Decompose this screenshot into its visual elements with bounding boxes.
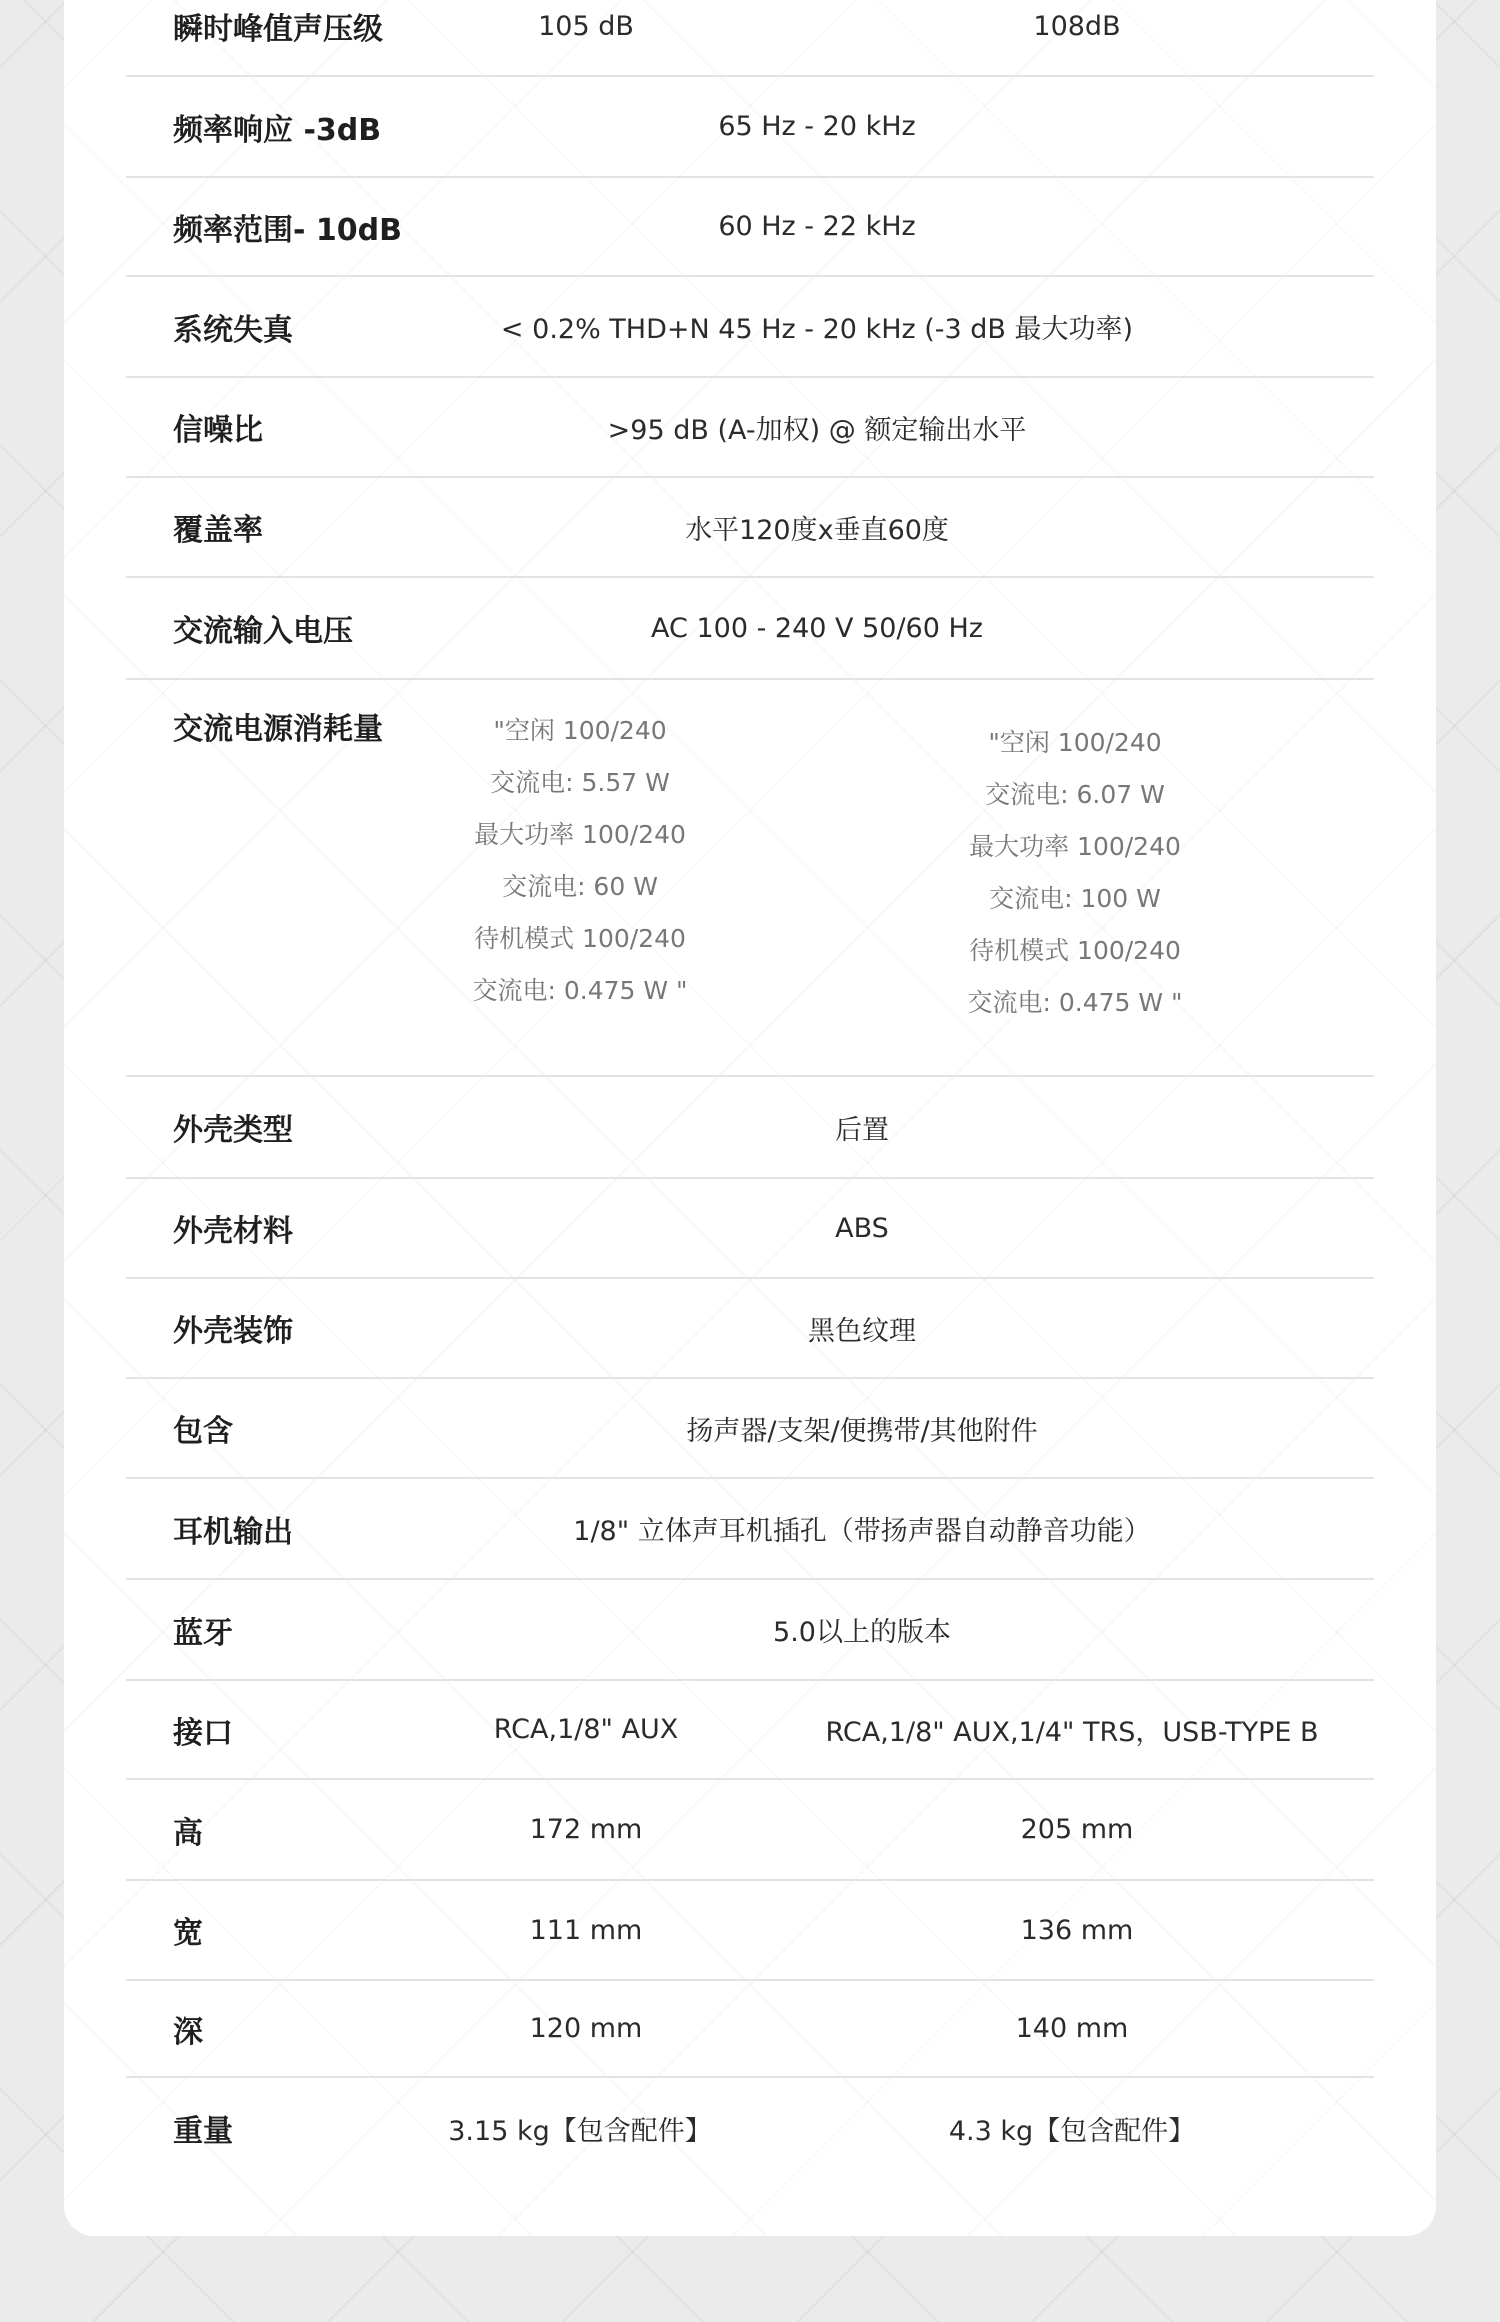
spec-row-coverage: [126, 478, 1374, 578]
spec-label: 信噪比: [173, 413, 263, 448]
spec-row-enclosure-finish: [126, 1279, 1374, 1379]
spec-value-shared: 65 Hz - 20 kHz: [718, 111, 916, 142]
spec-row-weight: [126, 2078, 1374, 2178]
spec-label: 外壳材料: [173, 1214, 293, 1249]
spec-label: 重量: [173, 2114, 233, 2149]
spec-row-frequency-response: [126, 77, 1374, 178]
power-line: 交流电: 6.07 W: [985, 780, 1165, 809]
spec-row-power-consumption: [126, 680, 1374, 1077]
spec-value-model-1: 111 mm: [529, 1914, 643, 1946]
spec-value-shared: AC 100 - 240 V 50/60 Hz: [651, 612, 983, 644]
spec-value-shared: 5.0以上的版本: [773, 1617, 951, 1648]
spec-value-shared: 扬声器/支架/便携带/其他附件: [686, 1415, 1038, 1447]
spec-label: 外壳装饰: [173, 1314, 293, 1349]
spec-label: 覆盖率: [173, 513, 263, 548]
spec-value-model-1: 105 dB: [538, 10, 634, 42]
spec-row-enclosure-type: [126, 1077, 1374, 1179]
spec-row-snr: [126, 378, 1374, 478]
spec-value-model-1: 3.15 kg【包含配件】: [448, 2115, 712, 2147]
spec-label: 交流输入电压: [173, 614, 353, 649]
spec-value-model-2: 136 mm: [1020, 1914, 1134, 1946]
spec-value-shared: 黑色纹理: [808, 1315, 916, 1347]
spec-row-ac-input-voltage: [126, 578, 1374, 680]
spec-value-model-1-block: [472, 705, 687, 1017]
spec-row-frequency-range: [126, 178, 1374, 277]
power-line: 最大功率 100/240: [969, 832, 1181, 861]
spec-value-model-1: 120 mm: [529, 2013, 643, 2044]
spec-value-shared: 1/8" 立体声耳机插孔（带扬声器自动静音功能）: [573, 1516, 1151, 1547]
spec-value-model-1: 172 mm: [529, 1814, 643, 1845]
power-line: "空闲 100/240: [493, 716, 667, 745]
power-line: "空闲 100/240: [988, 728, 1162, 757]
spec-label: 瞬时峰值声压级: [173, 12, 383, 47]
spec-label: 交流电源消耗量: [173, 712, 383, 747]
spec-row-distortion: [126, 277, 1374, 378]
spec-label: 外壳类型: [173, 1113, 293, 1148]
spec-row-headphone-output: [126, 1479, 1374, 1580]
spec-label: 耳机输出: [173, 1514, 293, 1550]
spec-label: 蓝牙: [173, 1615, 233, 1651]
spec-label: 包含: [173, 1414, 233, 1449]
spec-label: 高: [173, 1815, 203, 1851]
spec-row-enclosure-material: [126, 1179, 1374, 1279]
spec-row-bluetooth: [126, 1580, 1374, 1681]
power-line: 待机模式 100/240: [969, 936, 1181, 965]
spec-label: 宽: [173, 1916, 203, 1951]
spec-value-shared: ABS: [835, 1212, 889, 1244]
spec-value-shared: 水平120度x垂直60度: [685, 514, 949, 546]
spec-value-model-2: 4.3 kg【包含配件】: [948, 2115, 1196, 2147]
power-line: 交流电: 60 W: [502, 872, 658, 901]
spec-value-model-1: RCA,1/8" AUX: [493, 1714, 679, 1745]
spec-value-model-2: RCA,1/8" AUX,1/4" TRS，USB-TYPE B: [825, 1717, 1319, 1748]
power-line: 交流电: 0.475 W ": [967, 988, 1183, 1017]
spec-row-inputs: [126, 1681, 1374, 1780]
spec-value-model-2: 140 mm: [1015, 2013, 1129, 2044]
power-line: 最大功率 100/240: [474, 820, 686, 849]
spec-row-height: [126, 1780, 1374, 1881]
spec-row-width: [126, 1881, 1374, 1981]
power-line: 交流电: 5.57 W: [490, 768, 670, 797]
power-line: 待机模式 100/240: [474, 924, 686, 953]
spec-row-included: [126, 1379, 1374, 1479]
spec-label: 系统失真: [173, 312, 293, 348]
spec-value-model-2: 108dB: [1033, 10, 1121, 42]
spec-value-shared: 60 Hz - 22 kHz: [718, 211, 916, 242]
spec-value-model-2-block: [967, 717, 1182, 1029]
spec-row-depth: [126, 1981, 1374, 2078]
spec-value-shared: 后置: [835, 1114, 889, 1146]
spec-label: 频率范围- 10dB: [173, 212, 402, 248]
power-line: 交流电: 100 W: [989, 884, 1161, 913]
spec-value-shared: < 0.2% THD+N 45 Hz - 20 kHz (-3 dB 最大功率): [500, 314, 1134, 345]
spec-row-peak-spl: [126, 0, 1374, 77]
spec-value-model-2: 205 mm: [1020, 1814, 1134, 1845]
spec-label: 频率响应 -3dB: [173, 112, 382, 148]
spec-label: 深: [173, 2014, 203, 2050]
spec-value-shared: >95 dB (A-加权) @ 额定输出水平: [607, 414, 1027, 446]
power-line: 交流电: 0.475 W ": [472, 976, 688, 1005]
spec-label: 接口: [173, 1715, 233, 1751]
